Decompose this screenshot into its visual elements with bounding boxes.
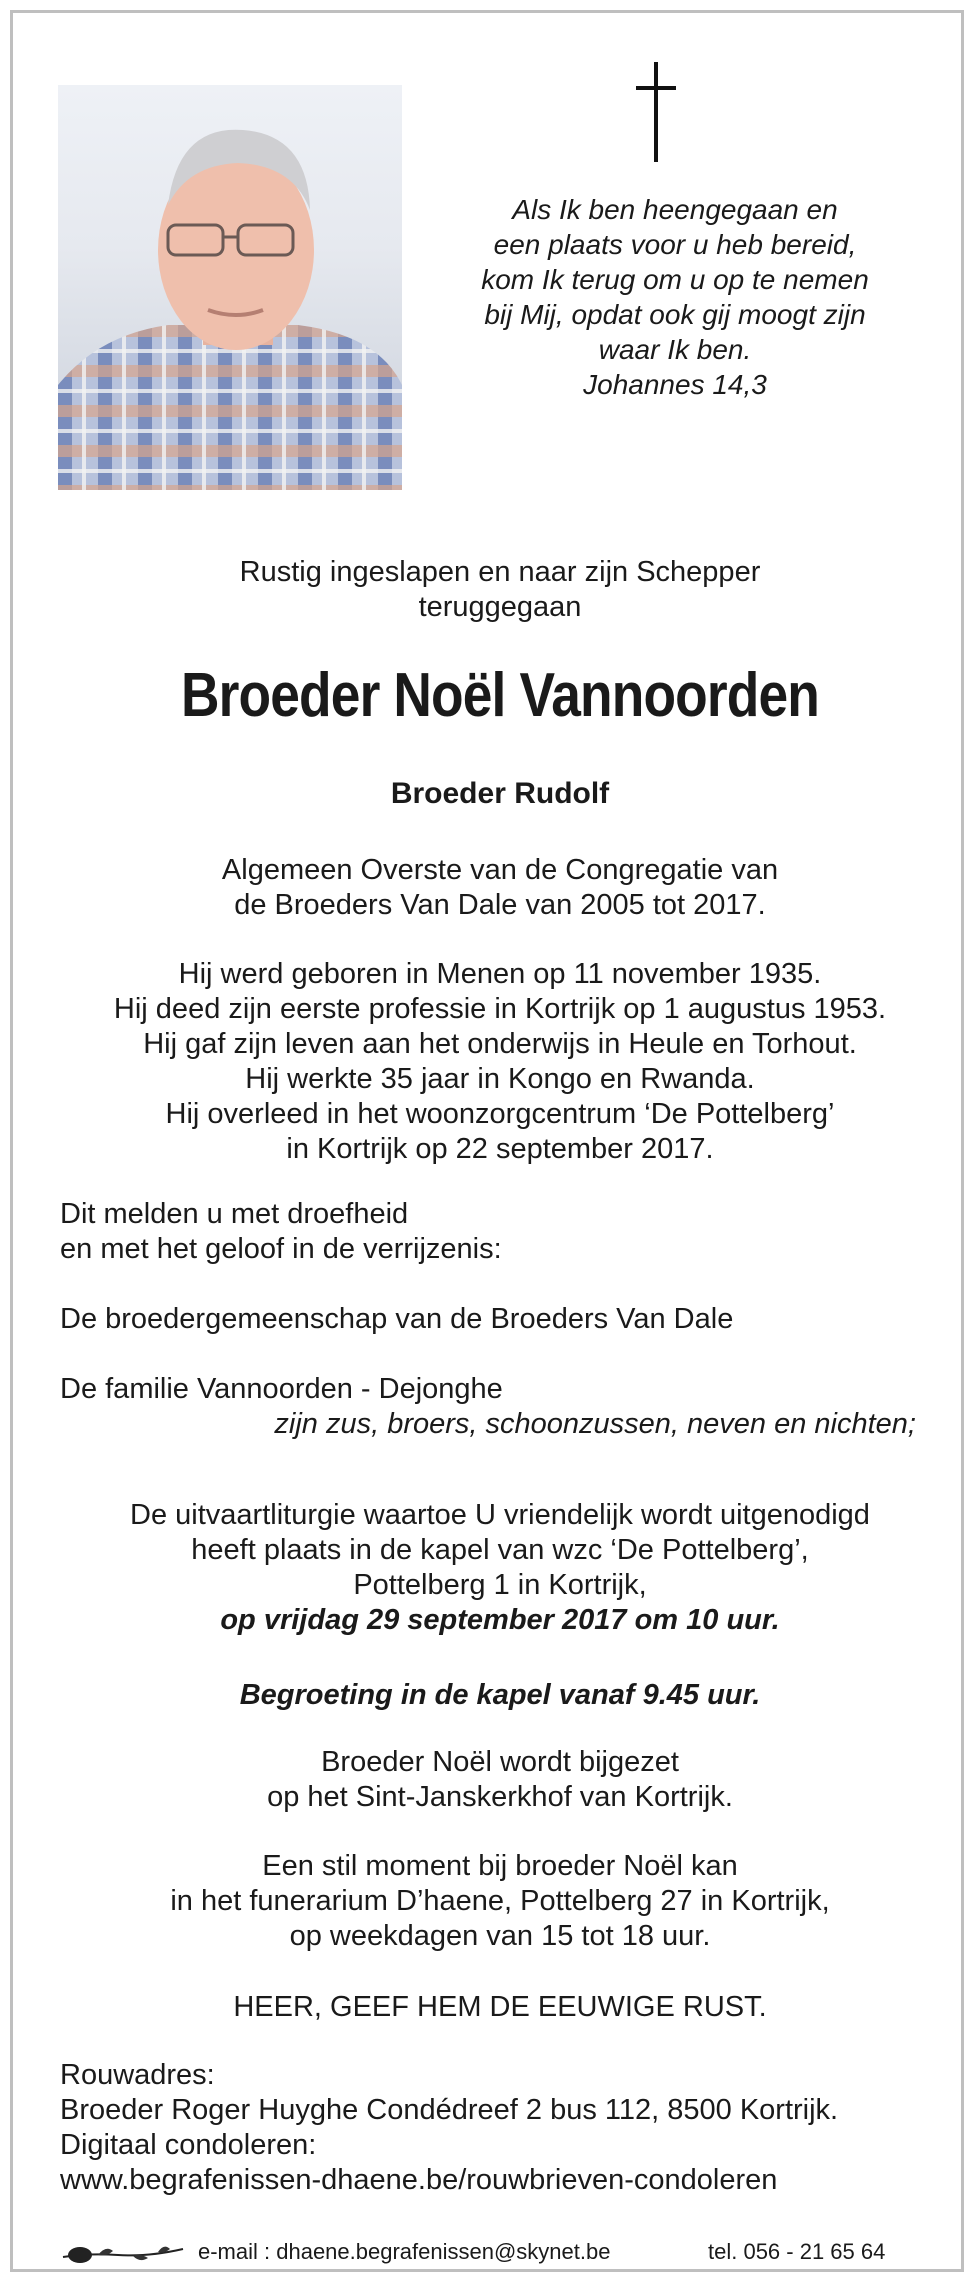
visit-info — [60, 1849, 940, 1954]
bio-line: Hij gaf zijn leven aan het onderwijs in Heule en Torhout. — [143, 1028, 857, 1060]
verse-line: kom Ik terug om u op te nemen — [481, 264, 869, 295]
announcement — [60, 1197, 940, 1267]
prayer: HEER, GEEF HEM DE EEUWIGE RUST. — [233, 1991, 767, 2023]
cross-icon — [636, 62, 676, 162]
rose-icon — [58, 2235, 188, 2271]
family-detail: zijn zus, broers, schoonzussen, neven en nichten; — [274, 1408, 916, 1440]
funeral-info — [60, 1498, 940, 1638]
verse-line: bij Mij, opdat ook gij moogt zijn — [484, 299, 866, 330]
verse-line: een plaats voor u heb bereid, — [493, 229, 857, 260]
condolence-label: Digitaal condoleren: — [60, 2129, 317, 2161]
role-line: Algemeen Overste van de Congregatie van — [221, 854, 779, 886]
bio-line: Hij werkte 35 jaar in Kongo en Rwanda. — [245, 1063, 755, 1095]
funeral-line: De uitvaartliturgie waartoe U vriendelijk wordt uitgenodigd — [130, 1499, 870, 1531]
bible-verse — [430, 192, 920, 402]
community: De broedergemeenschap van de Broeders Van Dale — [60, 1303, 734, 1335]
funeral-line: heeft plaats in de kapel van wzc ‘De Pottelberg’, — [191, 1534, 809, 1566]
address-label: Rouwadres: — [60, 2059, 215, 2091]
intro-line: Rustig ingeslapen en naar zijn Schepper — [239, 556, 761, 588]
visit-line: in het funerarium D’haene, Pottelberg 27 in Kortrijk, — [170, 1885, 830, 1917]
bio-line: in Kortrijk op 22 september 2017. — [286, 1133, 714, 1165]
visit-line: op weekdagen van 15 tot 18 uur. — [289, 1920, 711, 1952]
condolence-link[interactable]: www.begrafenissen-dhaene.be/rouwbrieven-condoleren — [60, 2164, 778, 2196]
burial-info — [60, 1745, 940, 1815]
funeral-date: op vrijdag 29 september 2017 om 10 uur. — [220, 1604, 780, 1636]
role-text — [60, 853, 940, 923]
portrait-photo — [58, 85, 402, 490]
greeting: Begroeting in de kapel vanaf 9.45 uur. — [239, 1679, 761, 1711]
address-line: Broeder Roger Huyghe Condédreef 2 bus 112, 8500 Kortrijk. — [60, 2094, 839, 2126]
burial-line: op het Sint-Janskerkhof van Kortrijk. — [267, 1781, 733, 1813]
intro-text — [60, 555, 940, 625]
footer — [58, 2239, 924, 2285]
visit-line: Een stil moment bij broeder Noël kan — [262, 1850, 738, 1882]
deceased-name: Broeder Noël Vannoorden — [181, 661, 819, 730]
biography — [60, 957, 940, 1167]
deceased-name-wrap — [60, 660, 940, 731]
announce-line: en met het geloof in de verrijzenis: — [60, 1233, 502, 1265]
bio-line: Hij deed zijn eerste professie in Kortrijk op 1 augustus 1953. — [113, 993, 887, 1025]
funeral-line: Pottelberg 1 in Kortrijk, — [353, 1569, 647, 1601]
verse-line: waar Ik ben. — [598, 334, 752, 365]
verse-line: Als Ik ben heengegaan en — [512, 194, 838, 225]
burial-line: Broeder Noël wordt bijgezet — [321, 1746, 679, 1778]
bio-line: Hij overleed in het woonzorgcentrum ‘De Pottelberg’ — [165, 1098, 835, 1130]
footer-phone: tel. 056 - 21 65 64 — [708, 2239, 886, 2264]
family: De familie Vannoorden - Dejonghe — [60, 1373, 503, 1405]
bio-line: Hij werd geboren in Menen op 11 november 1935. — [178, 958, 822, 990]
role-line: de Broeders Van Dale van 2005 tot 2017. — [234, 889, 766, 921]
footer-email[interactable]: e-mail : dhaene.begrafenissen@skynet.be — [198, 2239, 611, 2264]
intro-line: teruggegaan — [418, 591, 582, 623]
religious-name: Broeder Rudolf — [390, 777, 610, 810]
announce-line: Dit melden u met droefheid — [60, 1198, 409, 1230]
verse-reference: Johannes 14,3 — [583, 369, 767, 400]
address-block — [60, 2058, 940, 2198]
